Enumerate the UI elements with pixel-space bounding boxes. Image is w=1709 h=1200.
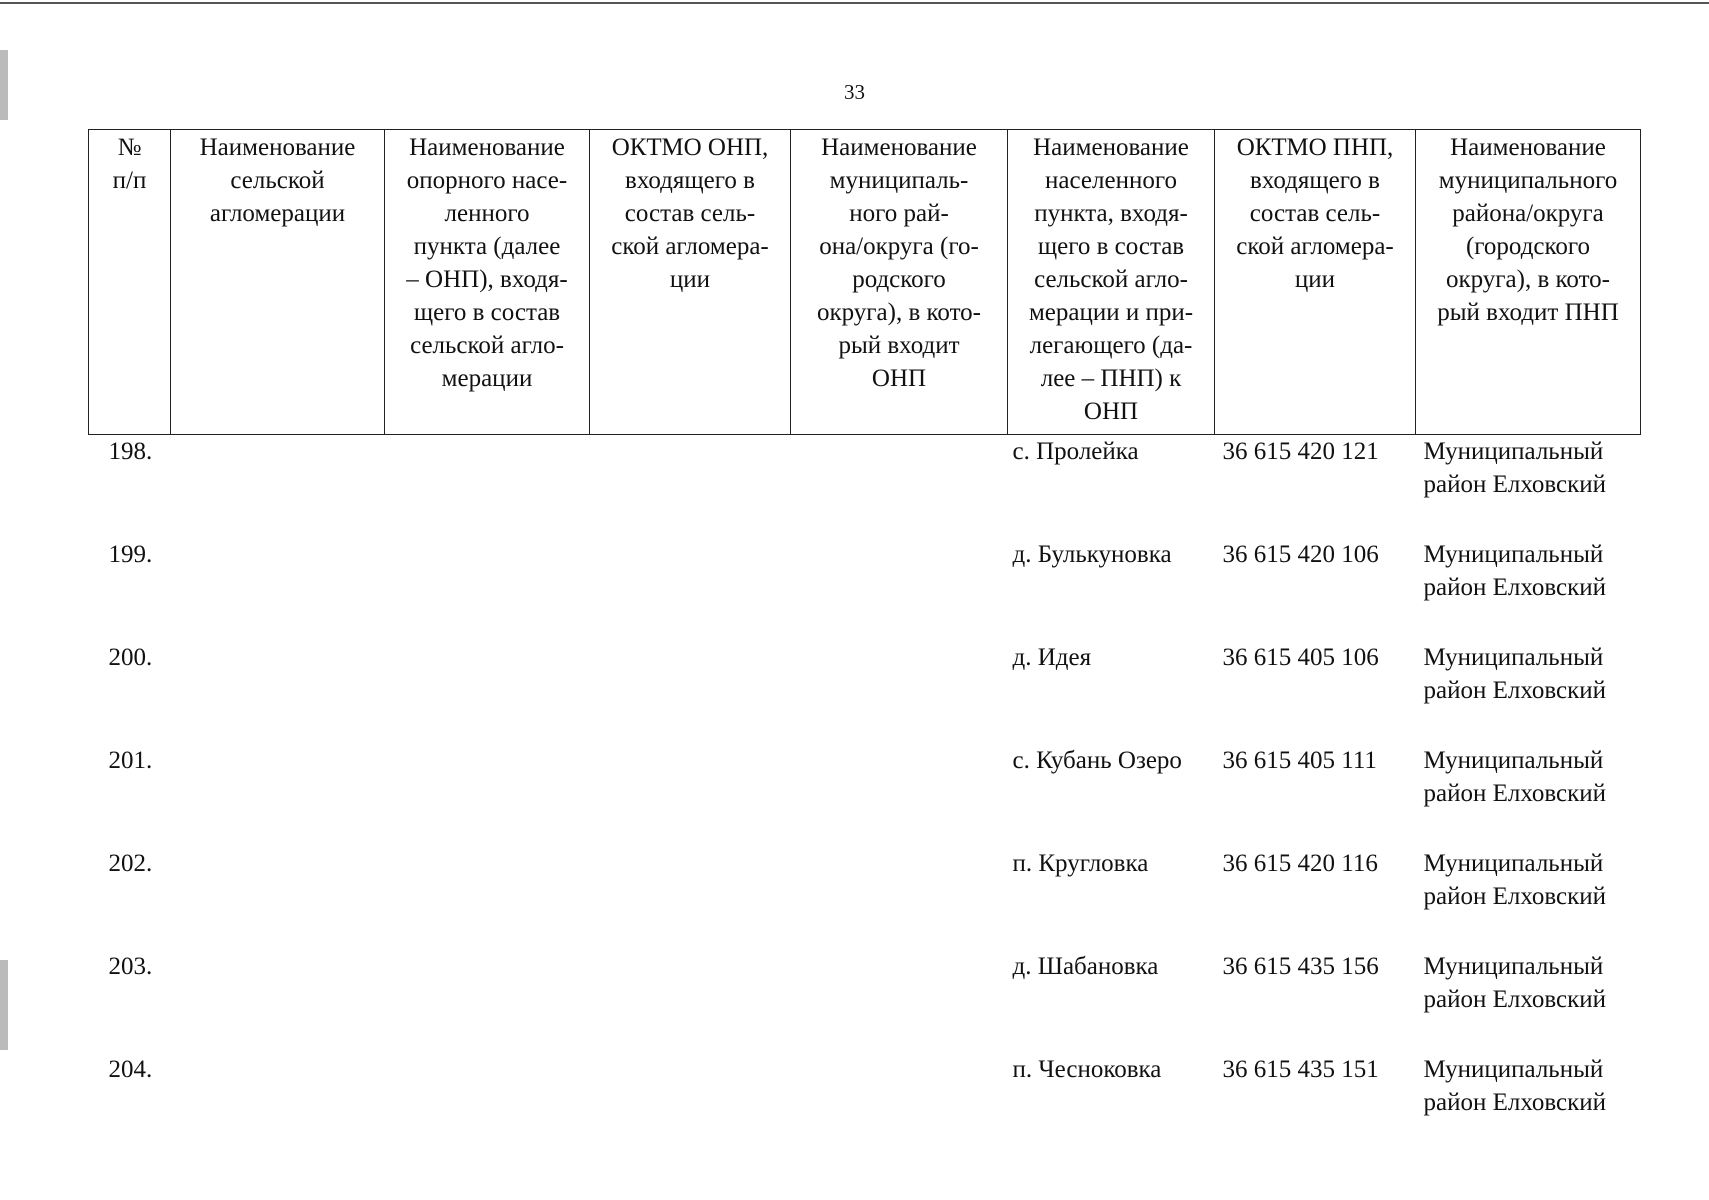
onp-oktmo-cell [590, 435, 791, 539]
onp-oktmo-cell [590, 641, 791, 744]
onp-name-cell [385, 744, 590, 847]
onp-name-cell [385, 1053, 590, 1156]
onp-oktmo-cell [590, 538, 791, 641]
pnp-name-cell: п. Кругловка [1012, 850, 1149, 877]
top-border-rule [0, 2, 1709, 4]
onp-name-cell [385, 538, 590, 641]
pnp-name-cell: с. Пролейка [1012, 438, 1139, 465]
row-number: 199. [108, 541, 153, 568]
row-number: 198. [108, 438, 153, 465]
table-row [89, 1053, 1641, 1156]
table-row [89, 641, 1641, 744]
onp-district-cell [791, 435, 1008, 539]
onp-name-cell [385, 950, 590, 1053]
agglomeration-cell [171, 744, 385, 847]
table-row [89, 744, 1641, 847]
page-number: 33 [844, 80, 865, 104]
scan-edge-mark [0, 960, 8, 1050]
onp-oktmo-cell [590, 950, 791, 1053]
onp-district-cell [791, 847, 1008, 950]
row-number: 200. [108, 644, 153, 671]
onp-district-cell [791, 950, 1008, 1053]
pnp-name-cell: п. Чесноковка [1012, 1056, 1162, 1083]
pnp-name-cell: д. Шабановка [1012, 953, 1159, 980]
table-row [89, 435, 1641, 539]
pnp-name-cell: с. Кубань Озеро [1012, 747, 1182, 774]
onp-name-cell [385, 435, 590, 539]
agglomeration-cell [171, 847, 385, 950]
agglomeration-table [88, 129, 1641, 1156]
pnp-name-cell: д. Идея [1012, 644, 1092, 671]
table-row [89, 847, 1641, 950]
pnp-oktmo-cell: 36 615 420 121 [1222, 438, 1379, 465]
pnp-oktmo-cell: 36 615 405 106 [1222, 644, 1379, 671]
pnp-district-cell: Муниципальный район Елховский [1423, 953, 1607, 1013]
header-pnp-name: Наименование населенного пункта, входя- щего в состав сельской агло- мерации и при- легающего (да- лее – ПНП) к ОНП [1008, 130, 1215, 435]
row-number: 202. [108, 850, 153, 877]
row-number: 201. [108, 747, 153, 774]
header-onp-district: Наименование муниципаль- ного рай- она/округа (го- родского округа), в кото- рый входит ОНП [791, 130, 1008, 435]
pnp-oktmo-cell: 36 615 420 116 [1222, 850, 1378, 877]
header-onp-name: Наименование опорного насе- ленного пункта (далее – ОНП), входя- щего в состав сельской агло- мерации [385, 130, 590, 435]
onp-oktmo-cell [590, 744, 791, 847]
onp-district-cell [791, 538, 1008, 641]
onp-district-cell [791, 744, 1008, 847]
pnp-district-cell: Муниципальный район Елховский [1423, 644, 1607, 704]
pnp-name-cell: д. Булькуновка [1012, 541, 1172, 568]
header-onp-oktmo: ОКТМО ОНП, входящего в состав сель- ской агломера- ции [590, 130, 791, 435]
row-number: 203. [108, 953, 153, 980]
header-pnp-oktmo: ОКТМО ПНП, входящего в состав сель- ской агломера- ции [1215, 130, 1416, 435]
pnp-oktmo-cell: 36 615 435 156 [1222, 953, 1379, 980]
pnp-district-cell: Муниципальный район Елховский [1423, 438, 1607, 498]
agglomeration-cell [171, 641, 385, 744]
header-row-number: № п/п [89, 130, 171, 435]
agglomeration-cell [171, 950, 385, 1053]
pnp-district-cell: Муниципальный район Елховский [1423, 1056, 1607, 1116]
table-row [89, 538, 1641, 641]
table-row [89, 950, 1641, 1053]
pnp-district-cell: Муниципальный район Елховский [1423, 747, 1607, 807]
onp-district-cell [791, 1053, 1008, 1156]
pnp-district-cell: Муниципальный район Елховский [1423, 850, 1607, 910]
onp-oktmo-cell [590, 847, 791, 950]
header-agglomeration-name: Наименование сельской агломерации [171, 130, 385, 435]
onp-oktmo-cell [590, 1053, 791, 1156]
onp-district-cell [791, 641, 1008, 744]
pnp-district-cell: Муниципальный район Елховский [1423, 541, 1607, 601]
header-pnp-district: Наименование муниципального района/округа (городского округа), в кото- рый входит ПНП [1416, 130, 1641, 435]
onp-name-cell [385, 847, 590, 950]
table-header-row [89, 130, 1641, 435]
agglomeration-cell [171, 538, 385, 641]
onp-name-cell [385, 641, 590, 744]
agglomeration-cell [171, 435, 385, 539]
pnp-oktmo-cell: 36 615 420 106 [1222, 541, 1379, 568]
pnp-oktmo-cell: 36 615 435 151 [1222, 1056, 1379, 1083]
row-number: 204. [108, 1056, 153, 1083]
pnp-oktmo-cell: 36 615 405 111 [1222, 747, 1377, 774]
agglomeration-cell [171, 1053, 385, 1156]
